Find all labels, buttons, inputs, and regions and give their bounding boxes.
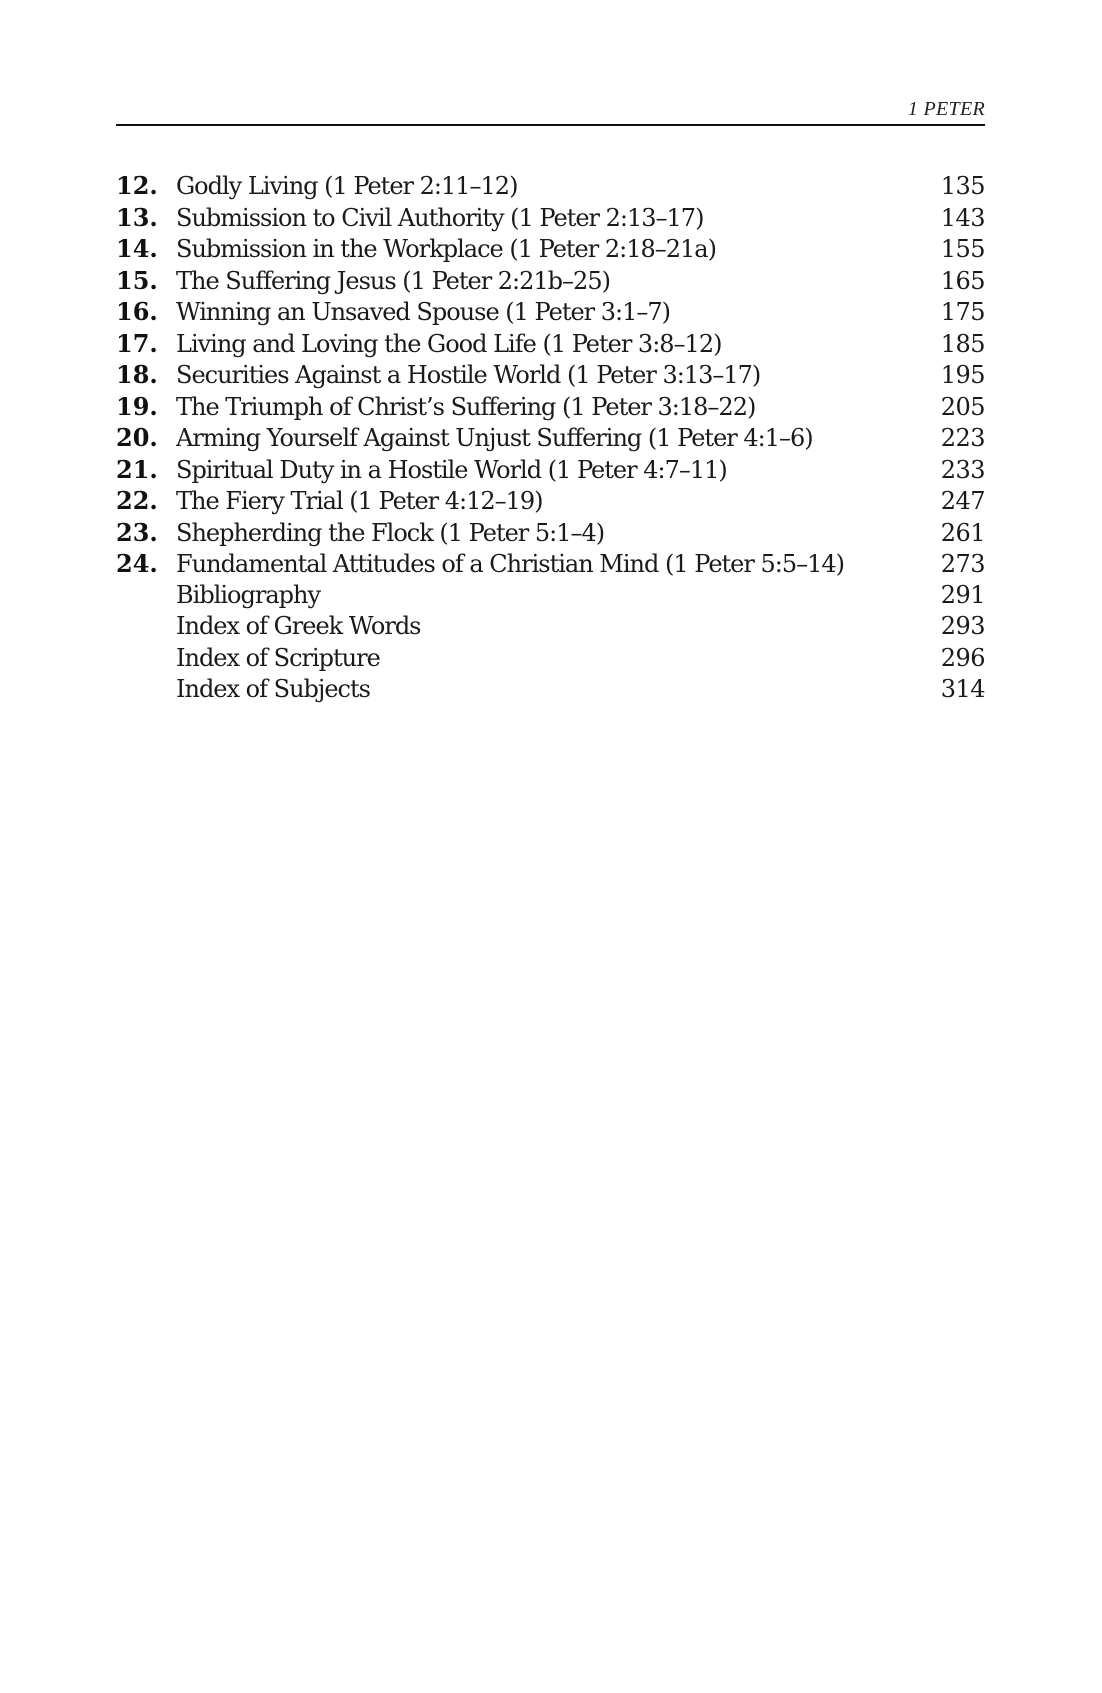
page-number: 185: [940, 329, 985, 358]
page-number: 233: [940, 455, 985, 484]
toc-entry[interactable]: [116, 485, 985, 517]
chapter-title: The Suffering Jesus (1 Peter 2:21b–25): [176, 266, 610, 295]
page-number: 291: [940, 580, 985, 609]
running-head: 1 PETER: [907, 98, 985, 120]
header-rule: [116, 124, 985, 126]
chapter-number: 12.: [116, 171, 158, 200]
page-number: 247: [940, 487, 985, 515]
chapter-title: Index of Scripture: [176, 643, 380, 672]
toc-entry[interactable]: [116, 359, 985, 391]
page-number: 175: [940, 298, 985, 326]
page-number: 195: [940, 361, 985, 389]
chapter-number: 19.: [116, 391, 158, 421]
chapter-title: Living and Loving the Good Life (1 Peter 3:8–12): [176, 329, 722, 358]
page-number: 273: [940, 550, 985, 578]
toc-entry[interactable]: [116, 674, 985, 706]
chapter-title: Shepherding the Flock (1 Peter 5:1–4): [176, 518, 605, 547]
toc-entry[interactable]: [116, 580, 985, 612]
toc-entry[interactable]: [116, 548, 985, 580]
page-number: 205: [940, 392, 985, 421]
chapter-number: 18.: [116, 360, 158, 389]
chapter-number: 21.: [116, 454, 158, 484]
toc-entry[interactable]: [116, 391, 985, 423]
chapter-number: 24.: [116, 549, 158, 578]
page-number: 143: [940, 203, 985, 232]
chapter-title: Submission in the Workplace (1 Peter 2:18–21a): [176, 235, 716, 263]
toc-entry[interactable]: [116, 643, 985, 675]
chapter-title: Index of Subjects: [176, 675, 370, 703]
chapter-number: 23.: [116, 517, 158, 547]
toc-entry[interactable]: [116, 170, 985, 202]
chapter-number: 15.: [116, 265, 158, 295]
page-number: 314: [940, 675, 985, 703]
chapter-title: Spiritual Duty in a Hostile World (1 Peter 4:7–11): [176, 455, 727, 484]
toc-entry[interactable]: [116, 611, 985, 643]
toc-entry[interactable]: [116, 265, 985, 297]
chapter-title: Fundamental Attitudes of a Christian Mind (1 Peter 5:5–14): [176, 550, 845, 578]
toc-entry[interactable]: [116, 422, 985, 454]
page-number: 165: [940, 266, 985, 295]
chapter-title: The Triumph of Christ’s Suffering (1 Peter 3:18–22): [176, 392, 756, 421]
chapter-number: 20.: [116, 423, 158, 452]
toc-entry[interactable]: [116, 454, 985, 486]
page-number: 135: [940, 172, 985, 200]
page-number: 296: [940, 643, 985, 672]
toc-entry[interactable]: [116, 233, 985, 265]
page-number: 223: [940, 424, 985, 452]
chapter-number: 16.: [116, 297, 158, 326]
toc-entry[interactable]: [116, 328, 985, 360]
toc-entry[interactable]: [116, 202, 985, 234]
chapter-title: Winning an Unsaved Spouse (1 Peter 3:1–7): [176, 298, 671, 326]
chapter-number: 17.: [116, 328, 158, 358]
chapter-title: Securities Against a Hostile World (1 Peter 3:13–17): [176, 361, 761, 389]
page-number: 155: [940, 235, 985, 263]
chapter-number: 13.: [116, 202, 158, 232]
page-number: 293: [940, 612, 985, 640]
chapter-title: The Fiery Trial (1 Peter 4:12–19): [176, 487, 543, 515]
toc-entry[interactable]: [116, 517, 985, 549]
page-number: 261: [940, 518, 985, 547]
chapter-title: Godly Living (1 Peter 2:11–12): [176, 172, 518, 200]
toc-entry[interactable]: [116, 296, 985, 328]
chapter-title: Bibliography: [176, 580, 320, 609]
chapter-number: 22.: [116, 486, 158, 515]
chapter-title: Index of Greek Words: [176, 612, 421, 640]
chapter-title: Submission to Civil Authority (1 Peter 2:13–17): [176, 203, 704, 232]
chapter-number: 14.: [116, 234, 158, 263]
table-of-contents: [116, 170, 985, 706]
chapter-title: Arming Yourself Against Unjust Suffering (1 Peter 4:1–6): [176, 424, 813, 452]
